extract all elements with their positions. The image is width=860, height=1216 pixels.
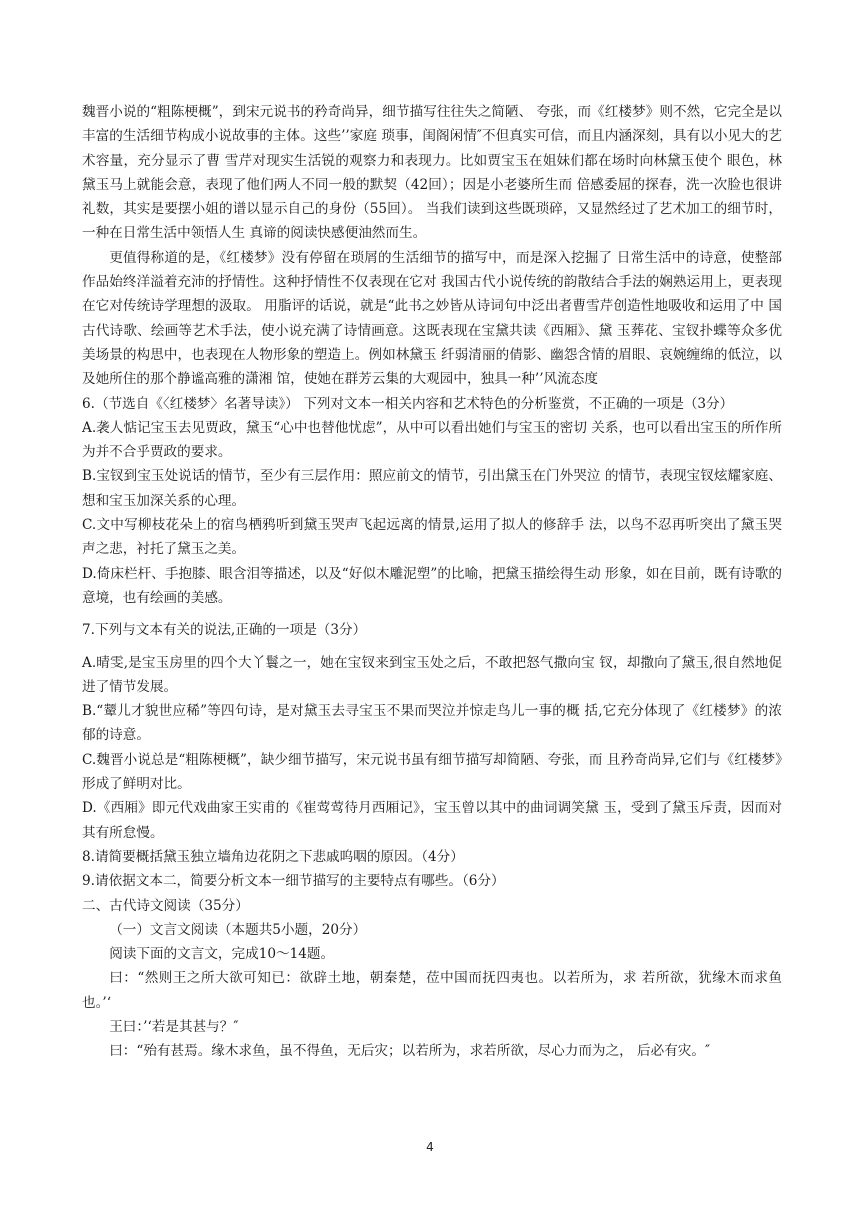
question-6-option-d: D.倚床栏杆、手抱膝、眼含泪等描述，以及“好似木雕泥塑”的比喻，把黛玉描绘得生动 形象，如在目前，既有诗歌的意境，也有绘画的美感。 — [82, 565, 782, 606]
classical-text-line-2: 王曰：’‘若是其甚与？″ — [109, 1018, 239, 1035]
question-8: 8.请简要概括黛玉独立墙角边花阴之下悲戚呜咽的原因。（4分） — [82, 848, 464, 865]
document-page — [82, 100, 782, 1064]
question-9: 9.请依据文本二，简要分析文本一细节描写的主要特点有哪些。（6分） — [82, 873, 505, 890]
reading-instruction: 阅读下面的文言文，完成10～14题。 — [109, 946, 335, 963]
question-6-option-c: C.文中写柳枝花朵上的宿鸟栖鸦听到黛玉哭声飞起远离的情景,运用了拟人的修辞手 法，以鸟不忍再听突出了黛玉哭声之悲，衬托了黛玉之美。 — [82, 517, 782, 558]
question-7-stem: 7.下列与文本有关的说法,正确的一项是（3分） — [82, 622, 367, 639]
question-7-option-b: B.“颦儿才貌世应稀”等四句诗，是对黛玉去寻宝玉不果而哭泣并惊走鸟儿一事的概 括,它充分体现了《红楼梦》的浓郁的诗意。 — [82, 703, 782, 744]
question-6-option-a: A.袭人惦记宝玉去见贾政，黛玉“心中也替他忧虑”，从中可以看出她们与宝玉的密切 关系，也可以看出宝玉的所作所为并不合乎贾政的要求。 — [82, 419, 782, 461]
question-6-option-b: B.宝钗到宝玉处说话的情节，至少有三层作用：照应前文的情节，引出黛玉在门外哭泣 的情节，表现宝钗炫耀家庭、想和宝玉加深关系的心理。 — [82, 468, 782, 509]
question-7-option-d: D.《西厢》即元代戏曲家王实甫的《崔莺莺待月西厢记》，宝玉曾以其中的曲词调笑黛 玉，受到了黛玉斥责，因而对其有所怠慢。 — [82, 800, 782, 841]
page-number: 4 — [426, 1140, 434, 1154]
question-7-option-a: A.晴雯,是宝玉房里的四个大丫鬟之一，她在宝钗来到宝玉处之后，不敢把怒气撒向宝 钗，却撒向了黛玉,很自然地促进了情节发展。 — [82, 654, 782, 695]
classical-text-line-1: 曰：“然则王之所大欲可知已：欲辟土地，朝秦楚，莅中国而抚四夷也。以若所为，求 若所欲，犹缘木而求鱼也。’‘ — [82, 970, 782, 1011]
section-heading-classical: 二、古代诗文阅读（35分） — [82, 897, 249, 914]
question-7-option-c: C.魏晋小说总是“粗陈梗概”，缺少细节描写，宋元说书虽有细节描写却简陋、夸张，而 且矜奇尚异,它们与《红楼梦》形成了鲜明对比。 — [82, 751, 782, 793]
paragraph-shiyi: 更值得称道的是，《红楼梦》没有停留在琐屑的生活细节的描写中，而是深入挖掘了 日常生活中的诗意，使整部作品始终洋溢着充沛的抒情性。这种抒情性不仅表现在它对 我国古代小说传统的韵散结合手法的娴熟运用上，更表现在它对传统诗学理想的汲取。 用脂评的话说，就是“此书之妙皆从诗词句中泛出者曹雪芹创造性地吸收和运用了中 国古代诗歌、绘画等艺术手法，使小说充满了诗情画意。这既表现在宝黛共读《西厢》、黛 玉葬花、宝钗扑蝶等众多优美场景的构思中，也表现在人物形象的塑造上。例如林黛玉 纤弱清丽的倩影、幽怨含情的眉眼、哀婉缠绵的低泣，以及她所住的那个静谧高雅的潇湘 馆，使她在群芳云集的大观园中，独具一种’’风流态度 — [82, 249, 782, 388]
paragraph-xiaoshuo-xijie: 魏晋小说的“粗陈梗概”，到宋元说书的矜奇尚异，细节描写往往失之简陋、 夸张，而《红楼梦》则不然，它完全是以丰富的生活细节构成小说故事的主体。这些’’家庭 琐事，闺阁闲情″不但真实可信，而且内涵深刻，具有以小见大的艺术容量，充分显示了曹 雪芹对现实生活锐的观察力和表现力。比如贾宝玉在姐妹们都在场时向林黛玉使个 眼色，林黛玉马上就能会意，表现了他们两人不同一般的默契（42回）；因是小老婆所生而 倍感委屈的探春，洗一次脸也很讲礼数，其实是要摆小姐的谱以显示自己的身份（55回）。 当我们读到这些既琐碎，又显然经过了艺术加工的细节时，一种在日常生活中领悟人生 真谛的阅读快感便油然而生。 — [82, 104, 782, 242]
classical-text-line-3: 曰：“殆有甚焉。缘木求鱼，虽不得鱼，无后灾；以若所为，求若所欲，尽心力而为之， 后必有灾。″ — [109, 1043, 711, 1060]
question-6-stem: 6.（节选自《〈红楼梦〉名著导读》） 下列对文本一相关内容和艺术特色的分析鉴赏，不正确的一项是（3分） — [82, 395, 734, 412]
subsection-heading-wenyan: （一）文言文阅读（本题共5小题，20分） — [109, 921, 367, 938]
